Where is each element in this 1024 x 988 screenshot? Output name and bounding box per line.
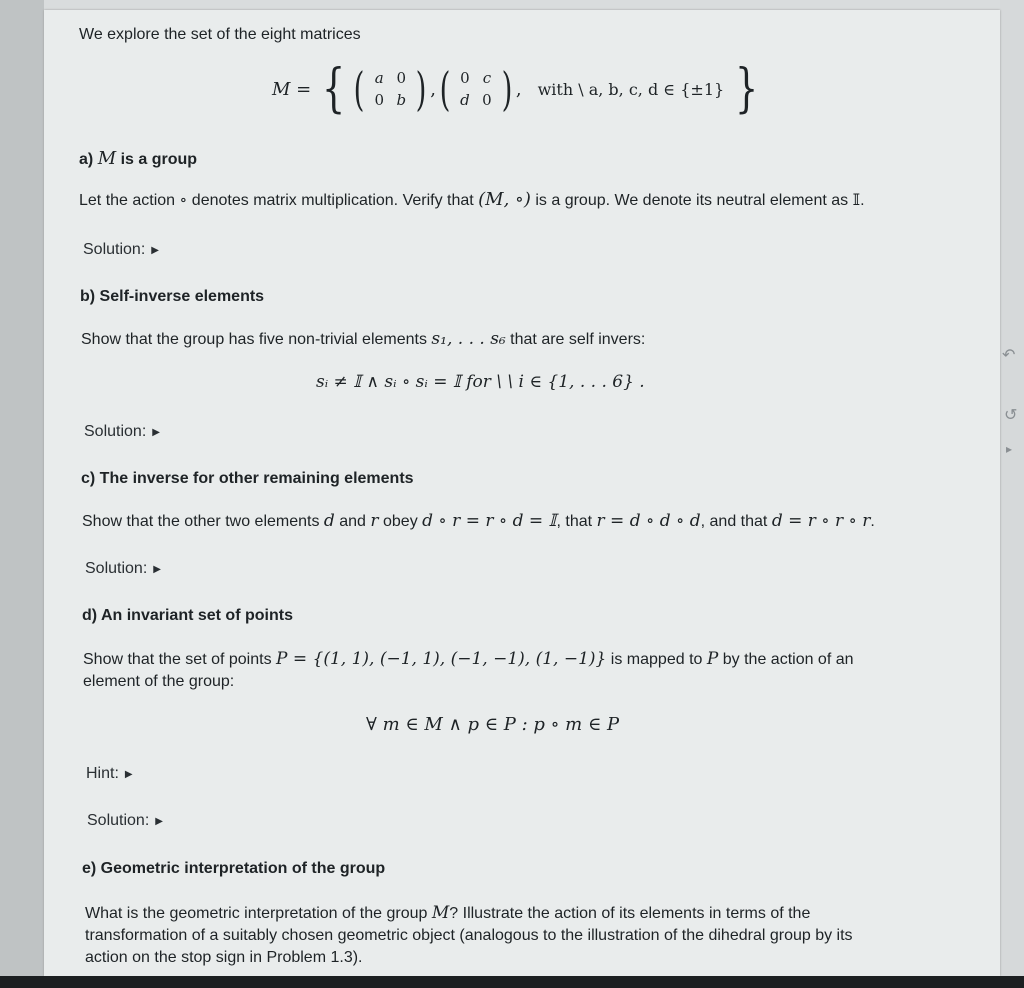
- section-d-body: [83, 649, 854, 669]
- section-a-title-math: M: [97, 148, 117, 169]
- expand-triangle-icon: ▶: [153, 564, 161, 575]
- section-d-text: is mapped to: [606, 651, 707, 668]
- solution-label: Solution:: [87, 812, 150, 829]
- section-a-text: Let the action: [79, 192, 180, 209]
- section-b-math: s₁, . . . s₆: [431, 329, 506, 349]
- matrix1-right-paren: ): [415, 62, 427, 116]
- solution-label: Solution:: [83, 241, 146, 258]
- page-top-margin: [44, 0, 1000, 10]
- section-a-body: [79, 189, 865, 210]
- section-d-solution-toggle[interactable]: [87, 812, 163, 830]
- matrix-separator: ,: [430, 78, 436, 100]
- set-condition: with \ a, b, c, d ∈ {±1}: [537, 79, 725, 99]
- section-c-math: d: [323, 511, 335, 531]
- solution-label: Solution:: [85, 560, 148, 577]
- matrix2-cell: c: [482, 69, 492, 87]
- matrix2-left-paren: (: [439, 62, 451, 116]
- expand-triangle-icon: ▶: [152, 427, 160, 438]
- section-c-solution-toggle[interactable]: [85, 560, 161, 578]
- expand-triangle-icon: ▶: [151, 245, 159, 256]
- section-a-prefix: a): [79, 151, 94, 168]
- matrix-1: [368, 67, 412, 111]
- section-a-solution-toggle[interactable]: [83, 241, 159, 259]
- section-c-math: d ∘ r = r ∘ d = 𝕀: [422, 511, 557, 531]
- identity-symbol: 𝕀: [852, 190, 861, 209]
- section-c-text: obey: [378, 513, 423, 530]
- section-a-text: is a group. We denote its neutral element as: [530, 192, 853, 209]
- section-d-body-line2: element of the group:: [83, 673, 235, 690]
- matrix-set-definition: [272, 58, 763, 120]
- section-c-text: Show that the other two elements: [82, 513, 324, 530]
- intro-text: We explore the set of the eight matrices: [79, 26, 361, 43]
- matrix1-cell: 0: [374, 91, 385, 109]
- section-e-text: What is the geometric interpretation of the group: [85, 905, 432, 922]
- edge-play-icon: ▸: [1006, 442, 1013, 456]
- section-c-title: c) The inverse for other remaining elements: [81, 470, 414, 487]
- section-e-title: e) Geometric interpretation of the group: [82, 860, 386, 877]
- matrix2-right-paren: ): [501, 62, 513, 116]
- section-e-line1: [85, 903, 810, 923]
- section-c-math: r = d ∘ d ∘ d: [596, 511, 701, 531]
- section-a-title: [79, 148, 197, 169]
- screen-bottom-bezel: [0, 976, 1024, 988]
- matrix1-cell: a: [374, 69, 384, 87]
- section-d-hint-toggle[interactable]: [86, 765, 133, 783]
- expand-triangle-icon: ▶: [155, 816, 163, 827]
- edge-rotate-icon: ↺: [1004, 407, 1018, 424]
- section-d-formula: ∀ m ∈ M ∧ p ∈ P : p ∘ m ∈ P: [366, 714, 620, 735]
- section-e-math: M: [431, 903, 450, 923]
- section-c-text: and: [334, 513, 371, 530]
- section-c-body: [82, 511, 875, 531]
- matrix2-cell: d: [460, 91, 470, 109]
- right-brace: }: [735, 59, 759, 119]
- matrix-2: [454, 67, 498, 111]
- section-a-text: denotes matrix multiplication. Verify that: [187, 192, 479, 209]
- section-d-math: P = {(1, 1), (−1, 1), (−1, −1), (1, −1)}: [276, 649, 607, 669]
- section-b-title: b) Self-inverse elements: [80, 288, 265, 305]
- expand-triangle-icon: ▶: [124, 769, 133, 780]
- matrix1-cell: b: [396, 91, 407, 109]
- edge-arrow-icon: ↶: [1002, 347, 1016, 364]
- screen-right-edge: [1000, 0, 1024, 976]
- section-a-math: (M, ∘): [478, 189, 531, 210]
- matrix2-cell: 0: [482, 91, 492, 109]
- section-b-body: [81, 329, 645, 349]
- section-b-text: Show that the group has five non-trivial elements: [81, 331, 432, 348]
- section-c-math: r: [370, 511, 379, 531]
- section-b-text: that are self invers:: [505, 331, 646, 348]
- section-a-title-rest: is a group: [120, 151, 198, 168]
- section-e-line2: transformation of a suitably chosen geometric object (analogous to the illustration of the dihedral group by its: [85, 927, 853, 944]
- section-a-op: ∘: [179, 190, 188, 209]
- section-c-math: d = r ∘ r ∘ r: [771, 511, 871, 531]
- hint-label: Hint:: [86, 765, 119, 782]
- matrix-separator: ,: [515, 78, 522, 100]
- matrix2-cell: 0: [460, 69, 470, 87]
- matrix1-cell: 0: [396, 69, 407, 87]
- section-d-text: by the action of an: [718, 651, 854, 668]
- left-brace: {: [322, 59, 346, 119]
- section-d-title: d) An invariant set of points: [82, 607, 293, 624]
- section-c-text: , and that: [700, 513, 772, 530]
- section-d-text: Show that the set of points: [83, 651, 277, 668]
- section-a-text: .: [860, 192, 865, 209]
- section-c-text: .: [870, 513, 875, 530]
- set-lhs: M =: [272, 78, 312, 100]
- section-b-formula: sᵢ ≠ 𝕀 ∧ sᵢ ∘ sᵢ = 𝕀 for \ \ i ∈ {1, . . . 6} .: [316, 372, 645, 392]
- section-e-line3: action on the stop sign in Problem 1.3).: [85, 949, 363, 966]
- section-b-solution-toggle[interactable]: [84, 423, 160, 441]
- section-e-text: ? Illustrate the action of its elements in terms of the: [449, 905, 811, 922]
- section-d-math: P: [706, 649, 719, 669]
- section-c-text: , that: [556, 513, 597, 530]
- solution-label: Solution:: [84, 423, 147, 440]
- matrix1-left-paren: (: [353, 62, 365, 116]
